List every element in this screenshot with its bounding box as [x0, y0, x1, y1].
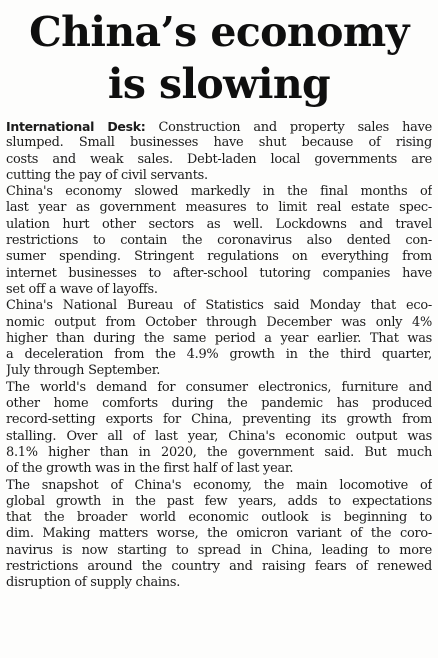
body-line: a deceleration from the 4.9% growth in the third quarter, — [6, 347, 432, 363]
body-line: last year as government measures to limit real estate spec- — [6, 200, 432, 216]
body-line: The world's demand for consumer electronics, furniture and — [6, 379, 432, 395]
body-line: set off a wave of layoffs. — [6, 281, 158, 297]
body-line: July through September. — [6, 363, 161, 379]
body-line — [6, 119, 432, 135]
body-line: record-setting exports for China, preventing its growth from — [6, 412, 432, 428]
body-line: costs and weak sales. Debt-laden local governments are — [6, 151, 432, 167]
body-line: cutting the pay of civil servants. — [6, 167, 208, 183]
body-line: stalling. Over all of last year, China's economic output was — [6, 428, 432, 444]
body-line: of the growth was in the first half of last year. — [6, 461, 294, 477]
body-line: global growth in the past few years, adds to expectations — [6, 493, 432, 509]
body-line-text: Construction and property sales have — [145, 120, 432, 135]
body-line: higher than during the same period a year earlier. That was — [6, 330, 432, 346]
body-line: disruption of supply chains. — [6, 575, 181, 591]
body-line: The snapshot of China's economy, the main locomotive of — [6, 477, 432, 493]
body-line: restrictions around the country and raising fears of renewed — [6, 559, 432, 575]
body-line: navirus is now starting to spread in China, leading to more — [6, 542, 432, 558]
body-line: internet businesses to after-school tutoring companies have — [6, 265, 432, 281]
headline-line-2: is slowing — [107, 60, 331, 108]
headline-line-1: China’s economy — [29, 8, 409, 56]
body-line: ulation hurt other sectors as well. Lockdowns and travel — [6, 216, 432, 232]
body-line: restrictions to contain the coronavirus also dented con- — [6, 233, 432, 249]
body-line: dim. Making matters worse, the omicron variant of the coro- — [6, 526, 432, 542]
body-line: 8.1% higher than in 2020, the government said. But much — [6, 444, 432, 460]
body-line: China's National Bureau of Statistics said Monday that eco- — [6, 298, 432, 314]
desk-label: International Desk: — [6, 119, 146, 134]
body-line: China's economy slowed markedly in the final months of — [6, 184, 432, 200]
body-line: that the broader world economic outlook is beginning to — [6, 510, 432, 526]
body-line: sumer spending. Stringent regulations on everything from — [6, 249, 432, 265]
body-line: other home comforts during the pandemic has produced — [6, 396, 432, 412]
body-line: slumped. Small businesses have shut because of rising — [6, 135, 432, 151]
article-body — [6, 119, 432, 592]
body-line: nomic output from October through December was only 4% — [6, 314, 432, 330]
